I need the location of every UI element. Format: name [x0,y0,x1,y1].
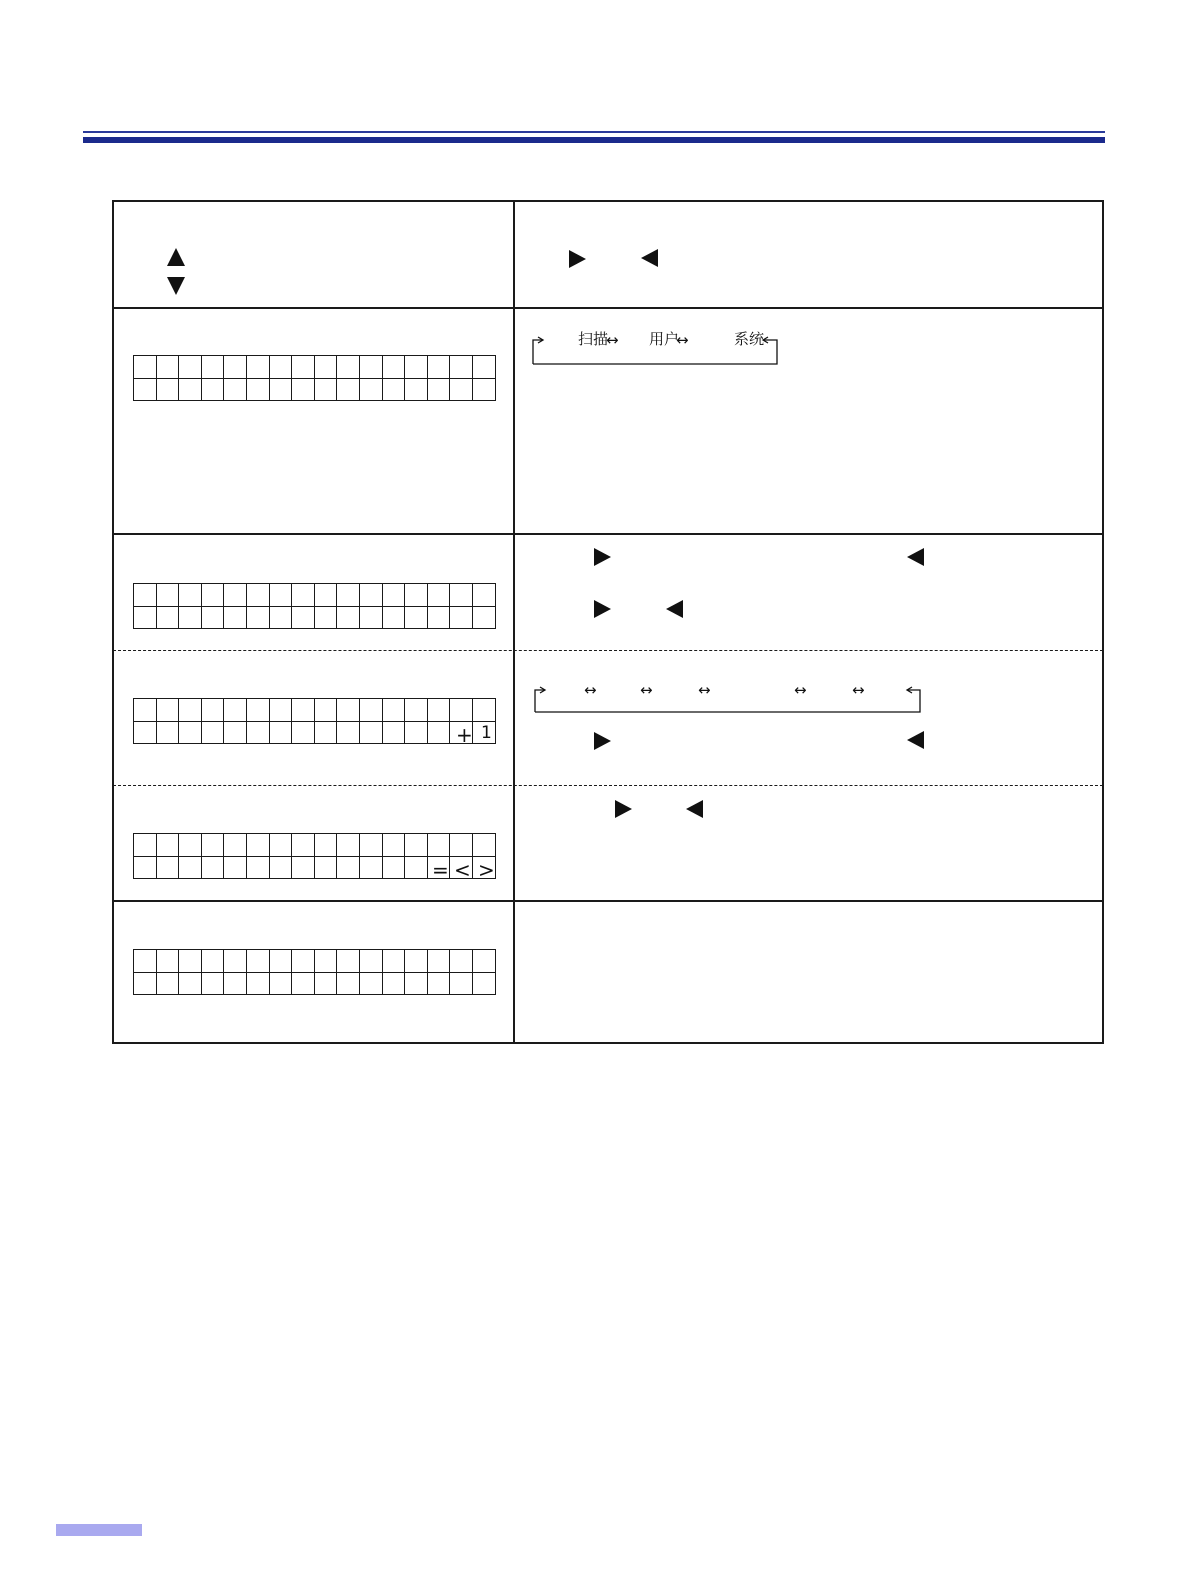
lcd-cell [450,699,473,722]
right-arrow-key-icon [594,600,611,618]
lcd-cell [157,857,180,880]
lcd-cell [247,834,270,857]
lcd-cell [405,584,428,607]
menu-item-scan: 扫描 [578,330,609,348]
lcd-cell [157,722,180,745]
lcd-cell [450,973,473,996]
lcd-cell [134,699,157,722]
lcd-display-5 [133,949,496,995]
lcd-cell [179,834,202,857]
lcd-cell [292,950,315,973]
lcd-cell [383,356,406,379]
double-arrow-icon: ↔ [698,681,711,699]
row-divider-3 [113,900,1103,902]
lcd-cell [383,973,406,996]
lcd-cell [224,356,247,379]
lcd-cell [315,722,338,745]
lcd-cell [473,379,496,402]
lcd-cell [315,857,338,880]
lcd-cell [247,356,270,379]
lcd-cell [383,379,406,402]
lcd-cell [247,584,270,607]
lcd-cell [270,834,293,857]
up-arrow-key-icon [167,248,185,266]
lcd-cell [360,950,383,973]
lcd-cell [450,584,473,607]
lcd-cell [179,699,202,722]
lcd-cell [315,950,338,973]
lcd-cell [360,356,383,379]
lcd-cell [202,356,225,379]
left-arrow-key-icon [666,600,683,618]
lcd-cell [383,584,406,607]
lcd-cell [473,607,496,630]
column-divider [513,201,515,1043]
lcd-cell [383,834,406,857]
lcd-cell [292,699,315,722]
lcd-cell [473,699,496,722]
lcd-cell [134,379,157,402]
lcd-cell [315,973,338,996]
lcd-cell [224,584,247,607]
lcd-cell [247,379,270,402]
down-arrow-key-icon [167,277,185,295]
lcd-cell [315,699,338,722]
lcd-cell [270,379,293,402]
lcd-cell [337,950,360,973]
lcd-cell [179,857,202,880]
row-divider-2 [113,533,1103,535]
lcd-cell [315,356,338,379]
lcd-cell [428,950,451,973]
lcd-cell [450,950,473,973]
lcd-cell [292,584,315,607]
lcd-cell [202,950,225,973]
lcd-cell [473,584,496,607]
lcd-cell [405,834,428,857]
lcd-cell [428,356,451,379]
lcd-cell [134,834,157,857]
lcd-cell [202,722,225,745]
left-arrow-key-icon [641,249,658,267]
lcd-one-symbol: 1 [481,723,492,743]
lcd-greater-than-symbol: > [478,858,495,882]
menu-item-system: 系统 [734,330,765,348]
lcd-cell [473,973,496,996]
double-arrow-icon: ↔ [640,681,653,699]
lcd-cell [224,834,247,857]
lcd-cell [428,722,451,745]
double-arrow-icon: ↔ [676,331,689,349]
footer-page-tab [56,1524,142,1536]
lcd-cell [134,722,157,745]
lcd-cell [405,857,428,880]
lcd-cell [405,607,428,630]
lcd-cell [270,584,293,607]
row-divider-dashed-2 [113,785,1103,786]
lcd-cell [473,834,496,857]
lcd-display-1 [133,355,496,401]
lcd-cell [134,857,157,880]
lcd-cell [247,973,270,996]
lcd-cell [337,356,360,379]
right-arrow-key-icon [594,548,611,566]
lcd-cell [405,973,428,996]
lcd-cell [270,973,293,996]
lcd-cell [428,584,451,607]
lcd-cell [134,973,157,996]
lcd-cell [450,356,473,379]
lcd-cell [315,584,338,607]
double-arrow-icon: ↔ [584,681,597,699]
lcd-cell [337,584,360,607]
lcd-cell [360,857,383,880]
left-arrow-key-icon [907,548,924,566]
lcd-cell [202,973,225,996]
header-rule-thick [83,137,1105,143]
lcd-cell [202,857,225,880]
lcd-cell [157,699,180,722]
lcd-cell [405,722,428,745]
lcd-cell [179,973,202,996]
lcd-cell [405,356,428,379]
lcd-cell [428,834,451,857]
lcd-cell [202,379,225,402]
lcd-cell [270,722,293,745]
lcd-cell [179,950,202,973]
lcd-cell [337,722,360,745]
lcd-cell [315,607,338,630]
double-arrow-icon: ↔ [606,331,619,349]
lcd-cell [224,973,247,996]
lcd-cell [224,857,247,880]
left-arrow-key-icon [686,800,703,818]
lcd-cell [179,584,202,607]
row-divider-1 [113,307,1103,309]
lcd-cell [360,607,383,630]
lcd-cell [270,950,293,973]
lcd-cell [428,607,451,630]
lcd-cell [450,607,473,630]
lcd-display-3 [133,698,496,747]
lcd-cell [179,607,202,630]
lcd-cell [202,699,225,722]
lcd-cell [157,379,180,402]
lcd-less-than-symbol: < [454,858,471,882]
lcd-cell [157,834,180,857]
lcd-cell [247,607,270,630]
lcd-cell [337,857,360,880]
lcd-cell [270,857,293,880]
lcd-cell [224,950,247,973]
lcd-cell [473,950,496,973]
double-arrow-icon: ↔ [852,681,865,699]
lcd-cell [224,722,247,745]
lcd-cell [202,584,225,607]
lcd-cell [360,834,383,857]
header-rule-thin [83,131,1105,133]
lcd-cell [134,356,157,379]
lcd-cell [202,607,225,630]
lcd-cell [157,950,180,973]
lcd-cell [428,973,451,996]
lcd-cell [405,379,428,402]
lcd-cell [360,584,383,607]
right-arrow-key-icon [594,732,611,750]
lcd-cell [337,699,360,722]
lcd-cell [292,722,315,745]
lcd-cell [383,857,406,880]
right-arrow-key-icon [569,250,586,268]
lcd-cell [428,699,451,722]
lcd-cell [157,607,180,630]
lcd-cell [292,973,315,996]
lcd-cell [202,834,225,857]
lcd-cell [337,607,360,630]
lcd-cell [337,834,360,857]
lcd-cell [247,699,270,722]
lcd-cell [179,722,202,745]
lcd-cell [473,356,496,379]
lcd-cell [405,950,428,973]
lcd-display-2 [133,583,496,629]
lcd-plus-symbol: + [456,723,473,747]
lcd-cell [270,356,293,379]
lcd-cell [360,973,383,996]
lcd-cell [360,699,383,722]
lcd-cell [157,584,180,607]
lcd-cell [383,950,406,973]
double-arrow-icon: ↔ [794,681,807,699]
lcd-cell [428,379,451,402]
lcd-cell [450,834,473,857]
lcd-cell [383,699,406,722]
lcd-cell [292,607,315,630]
left-arrow-key-icon [907,731,924,749]
lcd-cell [337,973,360,996]
right-arrow-key-icon [615,800,632,818]
lcd-cell [270,699,293,722]
lcd-cell [224,607,247,630]
lcd-cell [179,356,202,379]
lcd-cell [134,607,157,630]
lcd-cell [157,356,180,379]
lcd-cell [360,722,383,745]
lcd-equals-symbol: = [432,858,449,882]
lcd-cell [292,857,315,880]
lcd-cell [247,950,270,973]
lcd-cell [157,973,180,996]
lcd-cell [247,857,270,880]
lcd-cell [224,379,247,402]
lcd-cell [383,607,406,630]
lcd-cell [360,379,383,402]
lcd-cell [405,699,428,722]
row-divider-dashed-1 [113,650,1103,651]
lcd-cell [292,834,315,857]
lcd-cell [224,699,247,722]
lcd-cell [315,379,338,402]
lcd-cell [383,722,406,745]
lcd-cell [134,950,157,973]
lcd-cell [270,607,293,630]
lcd-cell [337,379,360,402]
lcd-cell [292,356,315,379]
lcd-cell [292,379,315,402]
lcd-cell [134,584,157,607]
lcd-cell [315,834,338,857]
lcd-cell [179,379,202,402]
lcd-cell [450,379,473,402]
lcd-cell [247,722,270,745]
menu-item-user: 用户 [649,330,680,348]
